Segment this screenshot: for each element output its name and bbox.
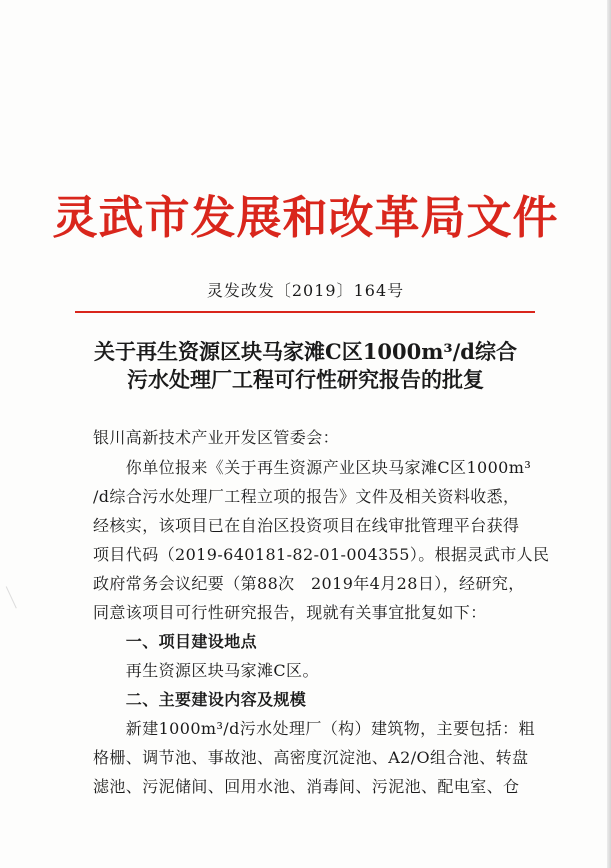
paragraph-line: 同意该项目可行性研究报告，现就有关事宜批复如下： [93, 603, 487, 622]
paragraph-line: 经核实，该项目已在自治区投资项目在线审批管理平台获得 [93, 516, 520, 535]
document-title-line-2: 污水处理厂工程可行性研究报告的批复 [127, 367, 484, 392]
section-1-heading: 一、项目建设地点 [93, 632, 258, 651]
scan-edge-shadow [607, 0, 611, 868]
section-1-text: 再生资源区块马家滩C区。 [93, 661, 319, 680]
paragraph-line: 项目代码（2019-640181-82-01-004355）。根据灵武市人民 [93, 545, 550, 564]
paragraph-line: 你单位报来《关于再生资源产业区块马家滩C区1000m³ [93, 458, 532, 477]
section-2-line: 新建1000m³/d污水处理厂（构）建筑物，主要包括：粗 [93, 719, 535, 738]
letterhead-red-rule [75, 311, 535, 313]
document-title-line-1: 关于再生资源区块马家滩C区1000m³/d综合 [94, 339, 517, 364]
paragraph-line: /d综合污水处理厂工程立项的报告》文件及相关资料收悉， [93, 487, 520, 506]
section-2-line: 滤池、污泥储间、回用水池、消毒间、污泥池、配电室、仓 [93, 777, 520, 796]
paragraph-line: 政府常务会议纪要（第88次 2019年4月28日），经研究， [93, 574, 525, 593]
section-2-heading: 二、主要建设内容及规模 [93, 690, 307, 709]
document-number: 灵发改发〔2019〕164号 [206, 281, 405, 300]
addressee: 银川高新技术产业开发区管委会： [93, 428, 340, 447]
margin-scan-mark [6, 580, 32, 609]
letterhead-title: 灵武市发展和改革局文件 [52, 191, 559, 244]
section-2-line: 格栅、调节池、事故池、高密度沉淀池、A2/O组合池、转盘 [93, 748, 529, 767]
